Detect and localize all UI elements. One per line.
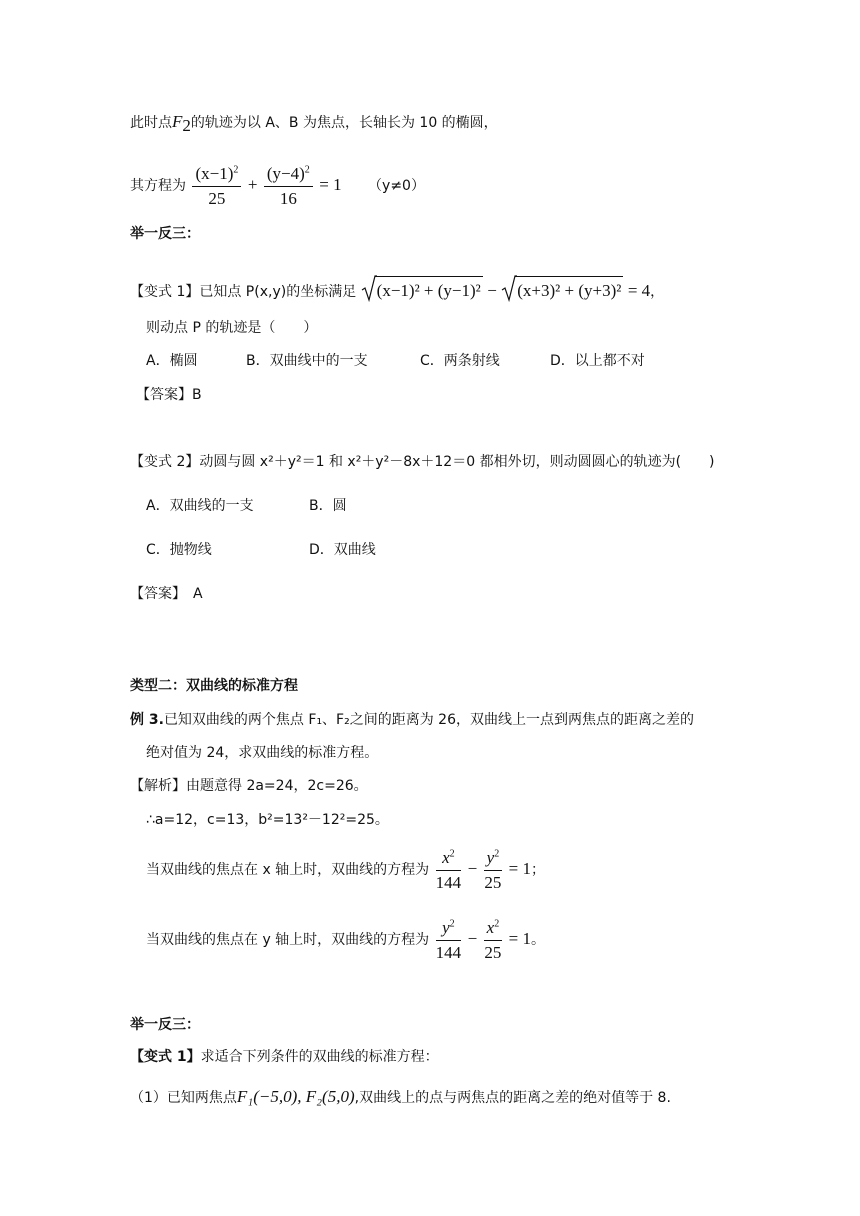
solution [130, 776, 368, 796]
equals: = 1 [508, 859, 531, 878]
math-expression: F₁(−5,0), F₂(5,0) [236, 1087, 355, 1106]
text: 由题意得 2a=24，2c=26。 [186, 778, 368, 794]
solution-label: 【解析】 [130, 778, 186, 794]
text: ， [650, 284, 665, 300]
numerator: x [442, 847, 450, 867]
variant-2-question: 【变式 2】动圆与圆 x²＋y²＝1 和 x²＋y²－8x＋12＝0 都相外切，则动圆圆心的轨迹为( ) [130, 454, 715, 470]
text: 此时点 [130, 115, 172, 131]
option-d: D．以上都不对 [550, 353, 645, 369]
minus-sign: − [487, 281, 497, 300]
minus-sign: − [467, 929, 478, 948]
text: 其方程为 [130, 178, 186, 194]
denominator: 25 [484, 942, 502, 962]
fraction: $\frac{y^2}{25}$ [484, 847, 502, 892]
radicand: (x−1)² + (y−1)² [375, 276, 483, 305]
denominator: 144 [435, 942, 462, 962]
fraction: $\frac{y^2}{144}$ [435, 917, 462, 962]
equals: = 4 [627, 281, 651, 300]
text-line-trajectory [130, 112, 498, 133]
section-heading: 举一反三： [130, 226, 200, 242]
example-label: 例 3. [130, 712, 164, 728]
item-1 [130, 1084, 671, 1111]
text: 已知双曲线的两个焦点 F₁、F₂之间的距离为 26，双曲线上一点到两焦点的距离之差的 [163, 712, 694, 728]
section-heading-type2: 类型二：双曲线的标准方程 [130, 678, 298, 694]
option-b: B．圆 [309, 498, 347, 514]
answer: 【答案】 A [130, 586, 203, 602]
option-c: C．两条射线 [420, 353, 500, 369]
option-c: C．抛物线 [146, 542, 212, 558]
variant-1-question [130, 276, 664, 306]
equation-line-ellipse [130, 162, 425, 210]
solution-line-2: ∴a=12，c=13，b²=13²－12²=25。 [146, 812, 389, 828]
text: 当双曲线的焦点在 x 轴上时，双曲线的方程为 [146, 862, 430, 878]
example-3-cont: 绝对值为 24，求双曲线的标准方程。 [146, 745, 379, 761]
answer: 【答案】B [136, 387, 202, 403]
equals: = 1 [319, 175, 342, 194]
fraction [264, 163, 313, 210]
condition-note: （y≠0） [368, 178, 425, 194]
equals: = 1 [508, 929, 531, 948]
option-a: A．双曲线的一支 [146, 498, 254, 514]
variant-1b [130, 1047, 439, 1067]
equation-case-y [146, 916, 545, 964]
variant-label: 【变式 1】 [130, 1049, 201, 1065]
sqrt-expression [361, 276, 483, 305]
numerator: y [442, 917, 450, 937]
option-b: B．双曲线中的一支 [246, 353, 368, 369]
text: ； [530, 862, 545, 878]
radicand: (x+3)² + (y+3)² [515, 276, 623, 305]
exponent: 2 [304, 163, 310, 175]
subscript: 2 [182, 115, 191, 135]
variant-1-prompt: 则动点 P 的轨迹是（ ） [146, 320, 318, 336]
example-3 [130, 710, 694, 730]
text: 当双曲线的焦点在 y 轴上时，双曲线的方程为 [146, 932, 430, 948]
equation-case-x [146, 846, 545, 894]
plus-sign: + [247, 175, 258, 194]
numerator: (x−1) [195, 163, 234, 183]
fraction: $\frac{x^2}{25}$ [484, 917, 502, 962]
fraction [192, 163, 241, 210]
text: 的轨迹为以 A、B 为焦点，长轴长为 10 的椭圆， [190, 115, 498, 131]
numerator: y [486, 847, 495, 867]
denominator: 144 [435, 872, 462, 892]
text: （1）已知两焦点 [130, 1090, 237, 1106]
text: ,双曲线上的点与两焦点的距离之差的绝对值等于 8. [354, 1090, 671, 1106]
denominator: 25 [484, 872, 502, 892]
numerator: x [486, 917, 495, 937]
minus-sign: − [467, 859, 478, 878]
denominator: 25 [208, 188, 226, 208]
symbol-f: F [172, 112, 183, 131]
fraction: $\frac{x^2}{144}$ [435, 847, 462, 892]
text: 。 [530, 932, 545, 948]
option-a: A．椭圆 [146, 353, 198, 369]
exponent: 2 [233, 163, 239, 175]
sqrt-expression [501, 276, 623, 305]
section-heading: 举一反三： [130, 1017, 200, 1033]
numerator: (y−4) [266, 163, 305, 183]
denominator: 16 [279, 188, 297, 208]
text: 求适合下列条件的双曲线的标准方程： [200, 1049, 439, 1065]
text: 【变式 1】已知点 P(x,y)的坐标满足 [130, 284, 357, 300]
option-d: D．双曲线 [309, 542, 376, 558]
